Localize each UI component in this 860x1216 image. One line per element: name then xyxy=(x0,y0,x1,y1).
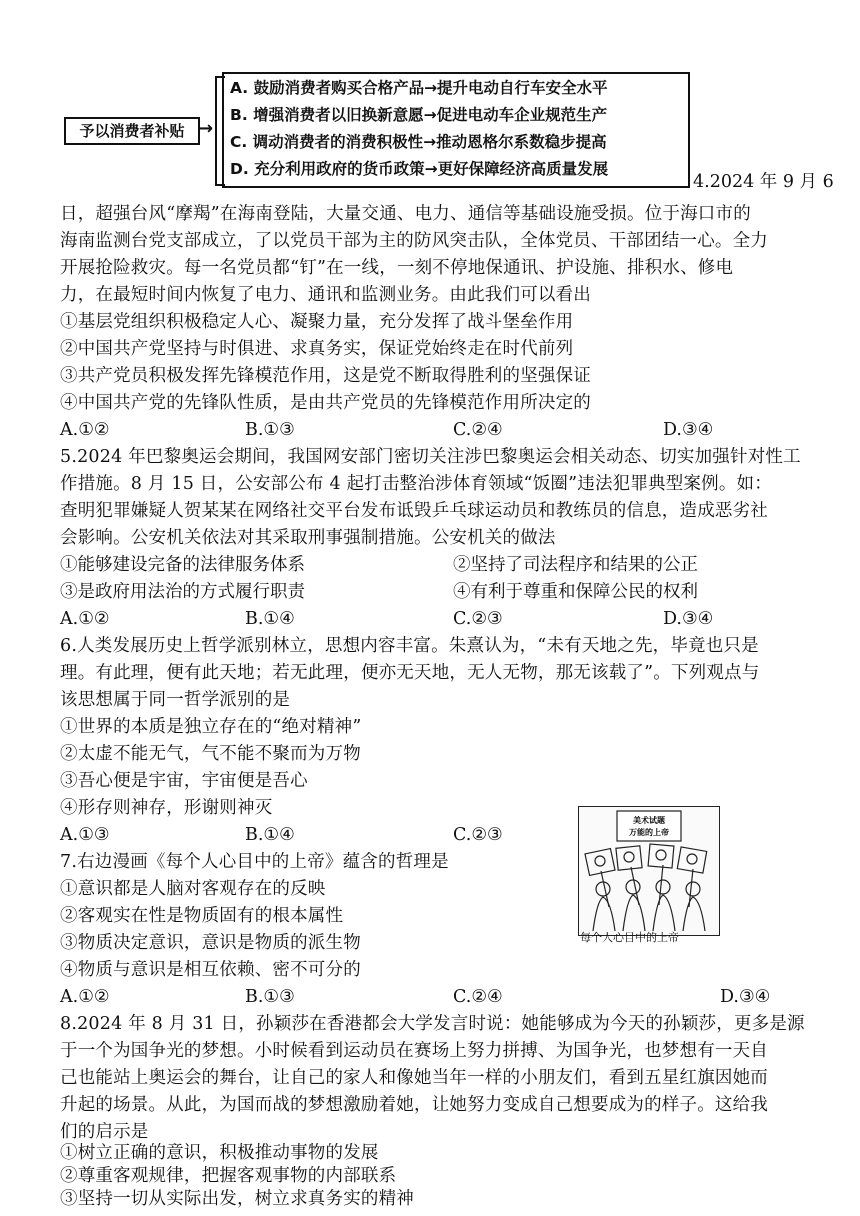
q7-statement: ③物质决定意识，意识是物质的派生物 xyxy=(60,933,361,953)
q4-choice-a: A.①② xyxy=(60,420,110,440)
q7-stem: 7.右边漫画《每个人心目中的上帝》蕴含的哲理是 xyxy=(60,852,449,872)
q7-statement: ①意识都是人脑对客观存在的反映 xyxy=(60,879,326,899)
q8-statement: ②尊重客观规律，把握客观事物的内部联系 xyxy=(60,1166,397,1186)
q4-stem-line: 日，超强台风“摩羯”在海南登陆，大量交通、电力、通信等基础设施受损。位于海口市的 xyxy=(60,204,751,224)
q4-stem-line: 开展抢险救灾。每一名党员都“钉”在一线，一刻不停地保通讯、护设施、排积水、修电 xyxy=(60,258,734,278)
q6-choice-a: A.①③ xyxy=(60,825,110,845)
q6-choice-b: B.①④ xyxy=(245,825,295,845)
q7-choice-b: B.①③ xyxy=(245,987,295,1007)
cartoon-sign-line-1: 美术试题 xyxy=(633,816,665,825)
q4-statement: ④中国共产党的先锋队性质，是由共产党员的先锋模范作用所决定的 xyxy=(60,393,591,413)
q4-choice-d: D.③④ xyxy=(663,420,714,440)
q8-stem-line: 于一个为国争光的梦想。小时候看到运动员在赛场上努力拼搏、为国争光，也梦想有一天自 xyxy=(60,1041,768,1061)
q4-statement: ②中国共产党坚持与时俱进、求真务实，保证党始终走在时代前列 xyxy=(60,339,574,359)
q5-choice-a: A.①② xyxy=(60,609,110,629)
q7-choice-a: A.①② xyxy=(60,987,110,1007)
cartoon-sign-line-2: 万能的上帝 xyxy=(629,828,669,837)
q8-stem-line: 升起的场景。从此，为国而战的梦想激励着她，让她努力变成自己想要成为的样子。这给我 xyxy=(60,1095,768,1115)
q8-statement: ③坚持一切从实际出发，树立求真务实的精神 xyxy=(60,1189,414,1209)
q3-options-box xyxy=(222,72,690,188)
q6-statement: ②太虚不能无气，气不能不聚而为万物 xyxy=(60,744,361,764)
q4-stem-start: 4.2024 年 9 月 6 xyxy=(693,172,834,192)
q8-stem-line: 们的启示是 xyxy=(60,1122,149,1142)
q3-option-c: C. 调动消费者的消费积极性→推动恩格尔系数稳步提高 xyxy=(230,133,607,151)
q5-stem-line: 会影响。公安机关依法对其采取刑事强制措施。公安机关的做法 xyxy=(60,528,556,548)
q4-choice-b: B.①③ xyxy=(245,420,295,440)
q5-stem-line: 5.2024 年巴黎奥运会期间，我国网安部门密切关注涉巴黎奥运会相关动态、切实加强针对性工 xyxy=(60,447,801,467)
q6-statement: ④形存则神存，形谢则神灭 xyxy=(60,798,273,818)
q5-statement: ③是政府用法治的方式履行职责 xyxy=(60,582,305,602)
q6-stem-line: 理。有此理，便有此天地；若无此理，便亦无天地，无人无物，那无该载了”。下列观点与 xyxy=(60,663,760,683)
q6-stem-line: 6.人类发展历史上哲学派别林立，思想内容丰富。朱熹认为，“未有天地之先，毕竟也只是 xyxy=(60,636,759,656)
q5-choice-b: B.①④ xyxy=(245,609,295,629)
q5-stem-line: 作措施。8 月 15 日，公安部公布 4 起打击整治涉体育领域“饭圈”违法犯罪典型案例。如： xyxy=(60,474,772,494)
arrow-icon: → xyxy=(198,118,214,139)
q3-option-d: D. 充分利用政府的货币政策→更好保障经济高质量发展 xyxy=(230,160,609,178)
q4-statement: ③共产党员积极发挥先锋模范作用，这是党不断取得胜利的坚强保证 xyxy=(60,366,591,386)
q3-option-a: A. 鼓励消费者购买合格产品→提升电动自行车安全水平 xyxy=(230,79,608,97)
q5-choice-c: C.②③ xyxy=(453,609,503,629)
q6-choice-c: C.②③ xyxy=(453,825,503,845)
q4-stem-line: 海南监测台党支部成立，了以党员干部为主的防风突击队，全体党员、干部团结一心。全力 xyxy=(60,231,768,251)
q6-statement: ①世界的本质是独立存在的“绝对精神” xyxy=(60,717,362,737)
q4-choice-c: C.②④ xyxy=(453,420,503,440)
q3-option-b: B. 增强消费者以旧换新意愿→促进电动车企业规范生产 xyxy=(230,106,608,124)
q5-statement: ②坚持了司法程序和结果的公正 xyxy=(453,555,698,575)
q5-stem-line: 查明犯罪嫌疑人贺某某在网络社交平台发布诋毁乒乓球运动员和教练员的信息，造成恶劣社 xyxy=(60,501,768,521)
cartoon-image xyxy=(578,806,720,936)
q7-choice-d: D.③④ xyxy=(720,987,771,1007)
q4-stem-line: 力，在最短时间内恢复了电力、通讯和监测业务。由此我们可以看出 xyxy=(60,285,591,305)
q8-statement: ①树立正确的意识，积极推动事物的发展 xyxy=(60,1143,379,1163)
q8-stem-line: 8.2024 年 8 月 31 日，孙颖莎在香港都会大学发言时说：她能够成为今天的孙颖莎，更多是源 xyxy=(60,1014,805,1034)
cartoon-caption: 每个人心目中的上帝 xyxy=(580,931,679,944)
subsidy-label-box: 予以消费者补贴 xyxy=(64,117,200,145)
q4-statement: ①基层党组织积极稳定人心、凝聚力量，充分发挥了战斗堡垒作用 xyxy=(60,312,574,332)
q7-choice-c: C.②④ xyxy=(453,987,503,1007)
q5-choice-d: D.③④ xyxy=(663,609,714,629)
q7-statement: ②客观实在性是物质固有的根本属性 xyxy=(60,906,344,926)
q8-stem-line: 己也能站上奥运会的舞台，让自己的家人和像她当年一样的小朋友们，看到五星红旗因她而 xyxy=(60,1068,768,1088)
q7-statement: ④物质与意识是相互依赖、密不可分的 xyxy=(60,960,361,980)
q6-statement: ③吾心便是宇宙，宇宙便是吾心 xyxy=(60,771,308,791)
q5-statement: ①能够建设完备的法律服务体系 xyxy=(60,555,305,575)
q5-statement: ④有利于尊重和保障公民的权利 xyxy=(453,582,698,602)
q6-stem-line: 该思想属于同一哲学派别的是 xyxy=(60,690,291,710)
